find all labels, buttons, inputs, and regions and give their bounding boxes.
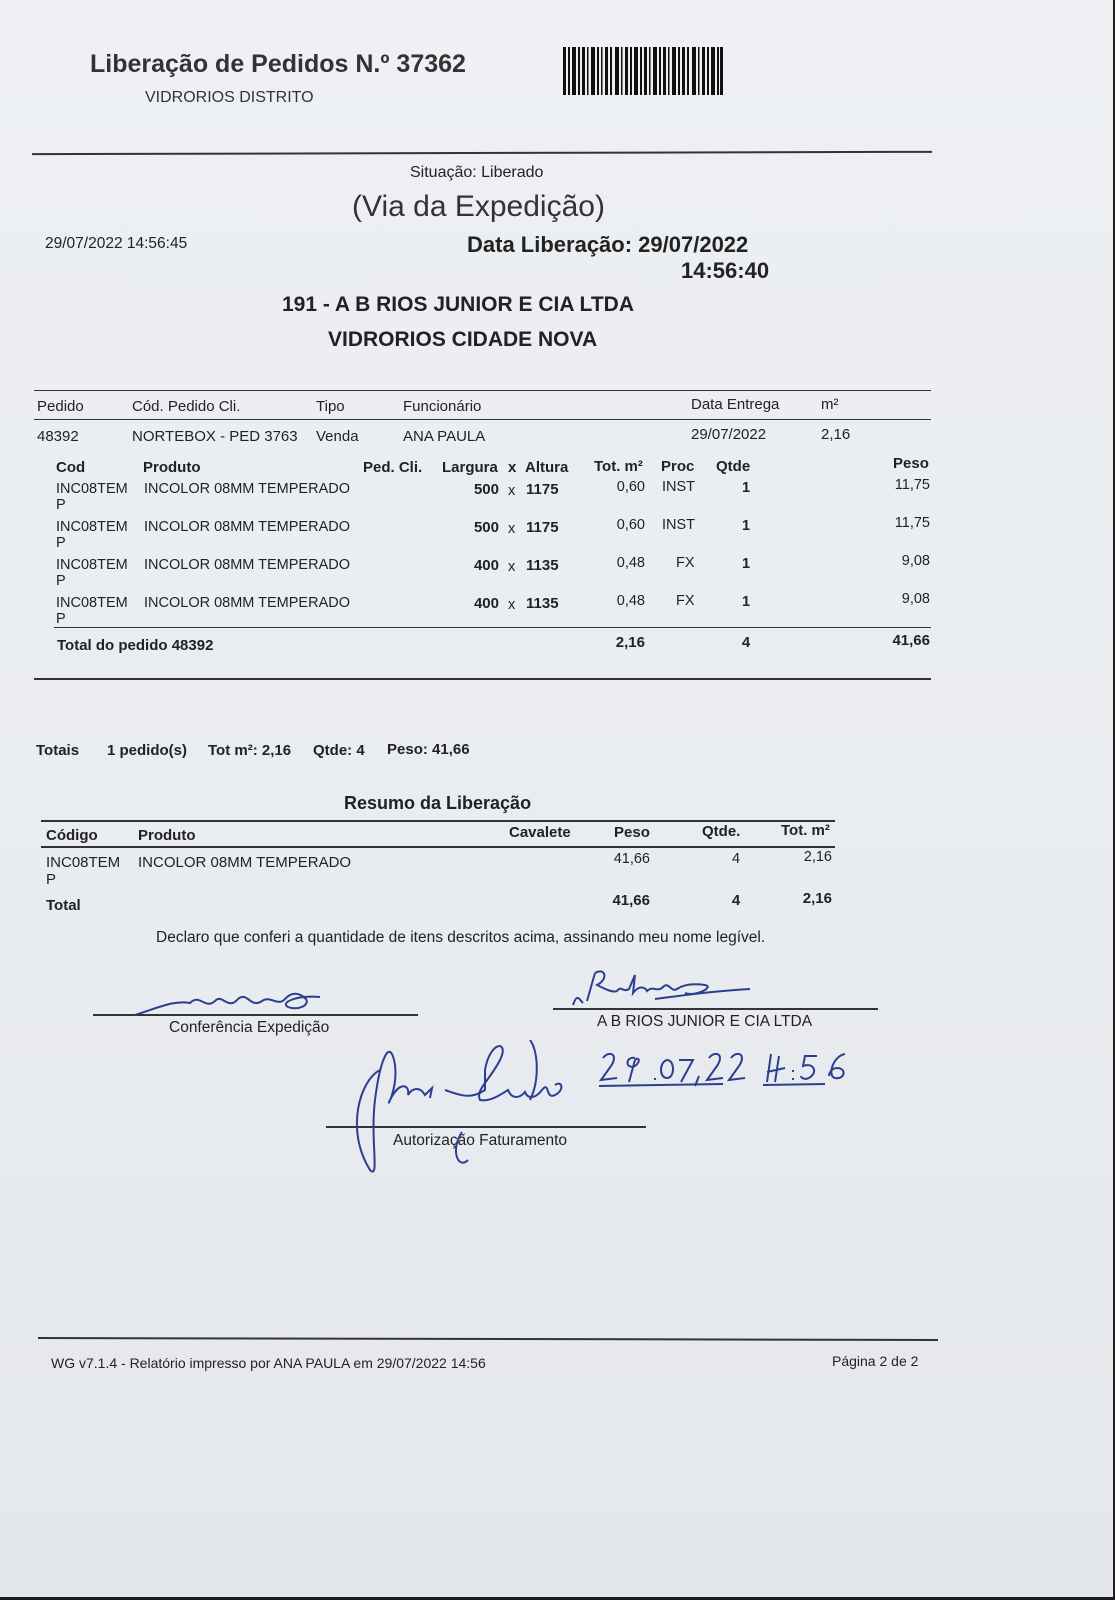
resumo-total-peso: 41,66 [612,892,650,909]
item-produto: INCOLOR 08MM TEMPERADO [144,481,350,497]
client-name: 191 - A B RIOS JUNIOR E CIA LTDA [282,293,634,316]
resumo-total-label: Total [46,897,81,914]
items-header-x: x [508,459,517,476]
data-liberacao: Data Liberação: 29/07/2022 [467,232,749,257]
totals-label: Totais [36,742,80,759]
item-qtde: 1 [741,518,751,534]
resumo-tot-m2: 2,16 [803,849,832,865]
items-header-cod: Cod [56,459,86,476]
item-produto: INCOLOR 08MM TEMPERADO [144,557,350,573]
items-total-peso: 41,66 [892,632,930,649]
col-header-funcionario: Funcionário [403,398,482,415]
resumo-codigo: INC08TEM [46,854,121,871]
item-cod: INC08TEM [56,481,128,497]
totals-tot-m2: Tot m²: 2,16 [208,742,292,759]
order-table-header-rule [34,419,931,420]
company-name: VIDRORIOS DISTRITO [145,89,314,106]
barcode [563,47,723,97]
resumo-qtde: 4 [731,851,741,867]
item-largura: 500 [473,481,499,498]
item-produto: INCOLOR 08MM TEMPERADO [144,519,350,535]
cliente-signature [565,963,755,1013]
items-total-rule [54,627,931,628]
footer-rule [38,1337,938,1341]
item-peso: 9,08 [901,553,930,569]
item-qtde: 1 [741,480,751,496]
item-qtde: 1 [741,556,751,572]
totals-pedidos: 1 pedido(s) [107,742,188,759]
resumo-header-cavalete: Cavalete [509,824,571,841]
col-header-data-entrega: Data Entrega [691,396,780,413]
item-x: x [508,559,516,575]
item-cod-suffix: P [56,535,66,551]
items-header-proc: Proc [661,458,695,475]
header-divider [32,151,932,155]
order-tipo: Venda [316,428,359,445]
item-peso: 11,75 [894,515,930,531]
item-cod-suffix: P [56,497,66,513]
order-m2: 2,16 [821,426,851,443]
handwritten-date [595,1048,865,1094]
item-cod: INC08TEM [56,557,128,573]
autorizacao-signature [350,1040,590,1185]
items-header-produto: Produto [143,459,201,476]
item-cod-suffix: P [56,573,66,589]
declaration-text: Declaro que conferi a quantidade de itens descritos acima, assinando meu nome legível. [156,929,766,946]
items-total-qtde: 4 [741,634,751,651]
items-header-altura: Altura [525,459,569,476]
items-total-tot-m2: 2,16 [615,634,645,651]
situacao-status: Situação: Liberado [410,164,544,181]
resumo-total-tot-m2: 2,16 [802,890,832,907]
client-branch: VIDRORIOS CIDADE NOVA [328,328,598,351]
resumo-title: Resumo da Liberação [344,793,532,813]
item-tot-m2: 0,48 [616,555,645,571]
item-peso: 11,75 [894,477,930,493]
resumo-header-peso: Peso [614,824,650,841]
document-title: Liberação de Pedidos N.º 37362 [90,50,466,78]
items-total-label: Total do pedido 48392 [57,637,214,654]
item-proc: FX [676,555,695,571]
col-header-tipo: Tipo [316,398,345,415]
footer-report-info: WG v7.1.4 - Relatório impresso por ANA PAULA em 29/07/2022 14:56 [51,1355,486,1371]
item-peso: 9,08 [901,591,930,607]
cliente-label: A B RIOS JUNIOR E CIA LTDA [597,1013,813,1030]
totals-qtde: Qtde: 4 [313,742,365,759]
order-table-top-rule [34,390,931,391]
item-x: x [508,521,516,537]
resumo-peso: 41,66 [613,851,650,867]
resumo-produto: INCOLOR 08MM TEMPERADO [138,854,352,871]
items-header-qtde: Qtde [716,458,751,475]
conferencia-label: Conferência Expedição [169,1019,330,1036]
col-header-pedido: Pedido [37,398,84,415]
item-qtde: 1 [741,594,751,610]
items-header-peso: Peso [893,455,929,472]
resumo-header-rule [41,846,835,848]
items-header-largura: Largura [442,459,498,476]
items-header-tot-m2: Tot. m² [594,458,643,475]
resumo-codigo-suffix: P [46,871,57,888]
resumo-header-codigo: Código [46,827,98,844]
resumo-header-produto: Produto [138,827,196,844]
item-altura: 1175 [526,519,559,536]
via-title: (Via da Expedição) [352,190,605,223]
col-header-cod-pedido-cli: Cód. Pedido Cli. [132,398,241,415]
totals-peso: Peso: 41,66 [387,741,470,758]
item-cod-suffix: P [56,611,66,627]
resumo-header-qtde: Qtde. [702,823,741,840]
item-cod: INC08TEM [56,519,128,535]
resumo-header-tot-m2: Tot. m² [781,822,830,839]
printed-timestamp: 29/07/2022 14:56:45 [45,235,188,252]
order-pedido: 48392 [37,428,79,445]
order-section-end-rule [34,678,931,680]
item-x: x [508,483,516,499]
item-largura: 400 [473,595,499,612]
item-altura: 1135 [526,557,559,574]
autorizacao-label: Autorização Faturamento [393,1132,568,1149]
page-number: Página 2 de 2 [832,1353,919,1369]
resumo-total-qtde: 4 [731,892,741,909]
item-proc: INST [662,479,696,495]
item-proc: FX [676,593,695,609]
item-tot-m2: 0,60 [616,479,645,495]
data-liberacao-time: 14:56:40 [681,258,770,283]
conferencia-signature [130,985,330,1020]
item-proc: INST [662,517,696,533]
item-tot-m2: 0,60 [616,517,645,533]
item-x: x [508,597,516,613]
col-header-m2: m² [821,396,839,413]
order-data-entrega: 29/07/2022 [691,426,767,443]
item-largura: 500 [473,519,499,536]
order-funcionario: ANA PAULA [403,428,486,445]
item-altura: 1175 [526,481,559,498]
resumo-top-rule [41,820,835,822]
item-largura: 400 [473,557,499,574]
item-cod: INC08TEM [56,595,128,611]
order-cod-pedido-cli: NORTEBOX - PED 3763 [132,428,298,445]
item-altura: 1135 [526,595,559,612]
item-produto: INCOLOR 08MM TEMPERADO [144,595,350,611]
items-header-ped-cli: Ped. Cli. [363,459,423,476]
item-tot-m2: 0,48 [616,593,645,609]
